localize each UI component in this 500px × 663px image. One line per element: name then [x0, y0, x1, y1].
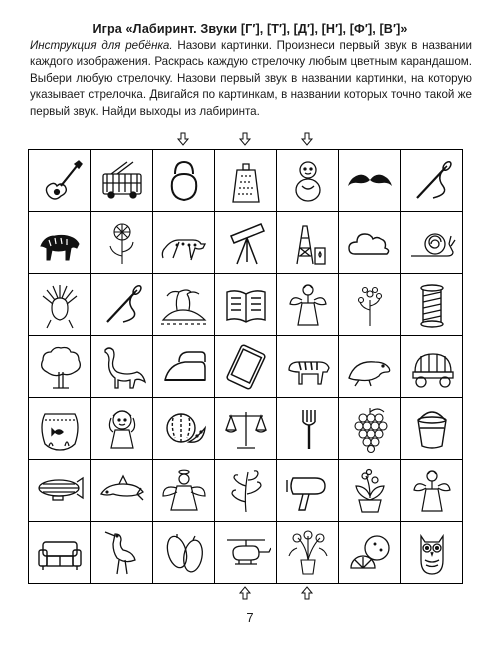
- maze-cell: [91, 212, 153, 274]
- maze-cell: [153, 274, 215, 336]
- flowers-vase-icon: [283, 528, 333, 578]
- book-icon: [221, 280, 271, 330]
- guitar-icon: [35, 156, 85, 206]
- needle-icon: [407, 156, 457, 206]
- instruction-text: Назови картинки. Произнеси первый звук в названии каждого изображения. Раскрась каждую стрелочку любым цветным карандашом. Выбери любую стрелочку. Назови первый звук в названии картинки, на которую указывает стрелочка. Двигайся по картинкам, в названии которых точно такой же первый звук. Найди выходы из лабиринта.: [30, 39, 472, 118]
- hairdryer-icon: [283, 466, 333, 516]
- maze-cell: [91, 398, 153, 460]
- maze-cell: [215, 398, 277, 460]
- island-icon: [159, 280, 209, 330]
- maze-cell: [339, 274, 401, 336]
- wagon-icon: [407, 342, 457, 392]
- maze-cell: [339, 460, 401, 522]
- maze-cell: [277, 522, 339, 584]
- cloud-icon: [345, 218, 395, 268]
- cheetah-icon: [159, 218, 209, 268]
- maze-cell: [401, 398, 463, 460]
- needle-icon: [97, 280, 147, 330]
- maze-cell: [215, 336, 277, 398]
- maze-cell: [91, 150, 153, 212]
- iron-icon: [159, 342, 209, 392]
- maze-cell: [339, 336, 401, 398]
- maze-cell: [153, 522, 215, 584]
- hyena-icon: [35, 218, 85, 268]
- maze-cell: [277, 212, 339, 274]
- maze-cell: [401, 274, 463, 336]
- tiger-icon: [283, 342, 333, 392]
- maze-cell: [29, 398, 91, 460]
- trolleybus-icon: [97, 156, 147, 206]
- grater-icon: [221, 156, 271, 206]
- maze-cell: [277, 274, 339, 336]
- maze-cell: [215, 150, 277, 212]
- aquarium-icon: [35, 404, 85, 454]
- bucket-icon: [407, 404, 457, 454]
- maze-grid: [28, 149, 463, 584]
- maze-cell: [29, 460, 91, 522]
- tumbler-doll-icon: [283, 156, 333, 206]
- owl-icon: [407, 528, 457, 578]
- page-title: Игра «Лабиринт. Звуки [Г′], [Т′], [Д′], [Н′], [Ф′], [В′]»: [92, 22, 408, 36]
- fairy-icon: [283, 280, 333, 330]
- maze-cell: [215, 460, 277, 522]
- maze-cell: [339, 398, 401, 460]
- maze-cell: [29, 522, 91, 584]
- telescope-icon: [221, 218, 271, 268]
- maze-cell: [401, 460, 463, 522]
- maze-cell: [29, 150, 91, 212]
- exit-arrow-bottom: [238, 586, 252, 600]
- maze-cell: [277, 460, 339, 522]
- maze-cell: [91, 460, 153, 522]
- scales-icon: [221, 404, 271, 454]
- page-number: 7: [246, 610, 254, 625]
- maze-cell: [153, 212, 215, 274]
- maze-cell: [277, 398, 339, 460]
- maze-cell: [91, 522, 153, 584]
- maze-cell: [29, 274, 91, 336]
- maze-cell: [339, 150, 401, 212]
- angel-icon: [159, 466, 209, 516]
- entry-arrow-top: [176, 132, 190, 146]
- maze-cell: [29, 212, 91, 274]
- maze-cell: [153, 460, 215, 522]
- fork-icon: [283, 404, 333, 454]
- maze-cell: [91, 274, 153, 336]
- maze-cell: [153, 336, 215, 398]
- grapes-icon: [345, 404, 395, 454]
- maze-cell: [277, 150, 339, 212]
- maze-cell: [401, 150, 463, 212]
- native-chief-icon: [35, 280, 85, 330]
- maze-cell: [215, 274, 277, 336]
- thread-spool-icon: [407, 280, 457, 330]
- exit-arrow-bottom: [300, 586, 314, 600]
- violet-plant-icon: [345, 466, 395, 516]
- dolphin-icon: [97, 466, 147, 516]
- snail-icon: [407, 218, 457, 268]
- mustache-icon: [345, 156, 395, 206]
- tablet-icon: [221, 342, 271, 392]
- maze-cell: [277, 336, 339, 398]
- watermelon-icon: [159, 404, 209, 454]
- airship-icon: [35, 466, 85, 516]
- instruction-label: Инструкция для ребёнка.: [30, 39, 173, 52]
- maze-cell: [339, 522, 401, 584]
- maze-cell: [153, 150, 215, 212]
- maze-cell: [215, 212, 277, 274]
- instruction-paragraph: [30, 38, 472, 120]
- forget-me-not-icon: [345, 280, 395, 330]
- tree-icon: [35, 342, 85, 392]
- seal-icon: [345, 342, 395, 392]
- entry-arrow-top: [300, 132, 314, 146]
- dinosaur-icon: [97, 342, 147, 392]
- maze-cell: [339, 212, 401, 274]
- dandelion-icon: [97, 218, 147, 268]
- entry-arrow-top: [238, 132, 252, 146]
- helicopter-icon: [221, 528, 271, 578]
- orange-icon: [345, 528, 395, 578]
- maze-cell: [29, 336, 91, 398]
- maze-cell: [401, 336, 463, 398]
- stork-icon: [97, 528, 147, 578]
- maze-cell: [401, 522, 463, 584]
- maze-cell: [153, 398, 215, 460]
- melon-icon: [159, 528, 209, 578]
- maze-cell: [91, 336, 153, 398]
- maze-cell: [215, 522, 277, 584]
- sofa-icon: [35, 528, 85, 578]
- fairy-icon: [407, 466, 457, 516]
- maze-cell: [401, 212, 463, 274]
- girl-icon: [97, 404, 147, 454]
- branch-icon: [221, 466, 271, 516]
- oil-rig-icon: [283, 218, 333, 268]
- kettlebell-icon: [159, 156, 209, 206]
